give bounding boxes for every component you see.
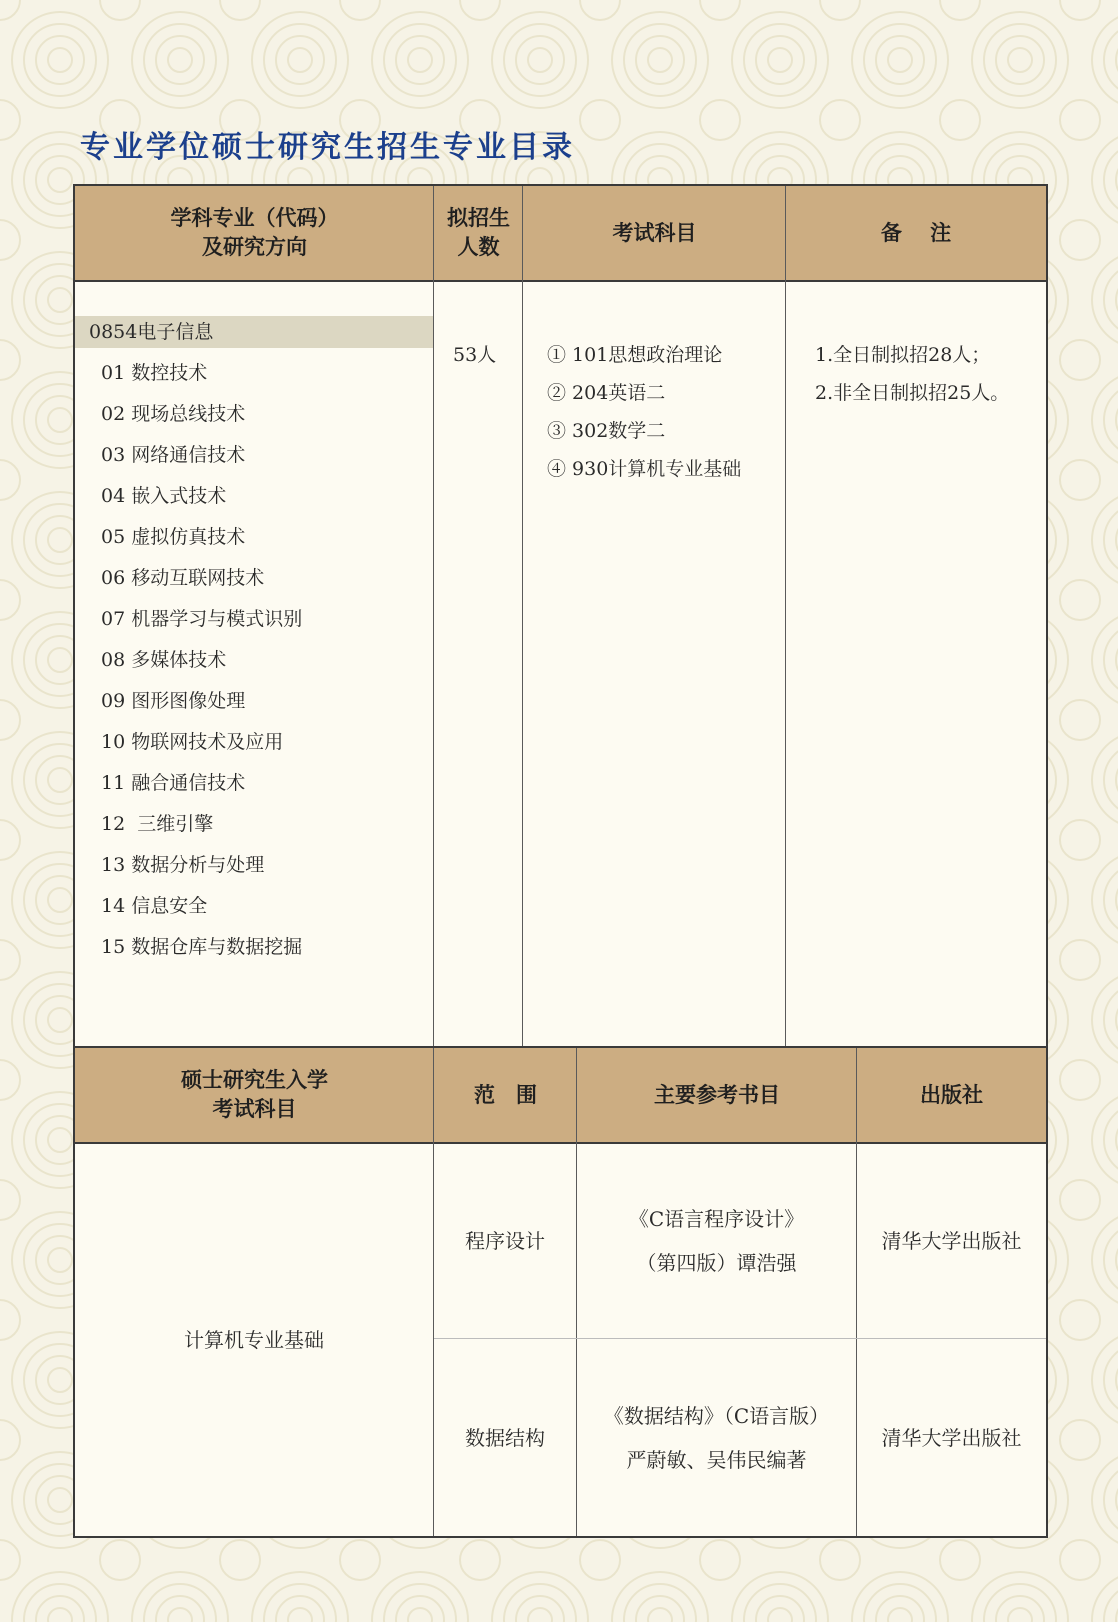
quota-value: 53人 [453,344,497,366]
major-catalog-table [73,184,1048,1048]
list-item: 06 移动互联网技术 [101,567,265,589]
header-books: 主要参考书目 [577,1048,857,1144]
list-item: 14 信息安全 [101,895,208,917]
list-item: 11 融合通信技术 [101,772,246,794]
list-item: 2.非全日制拟招25人。 [815,382,1010,404]
list-item: 08 多媒体技术 [101,649,227,671]
header-notes: 备 注 [786,186,1046,282]
list-item: 01 数控技术 [101,362,208,384]
book-title: 《C语言程序设计》 [628,1207,805,1231]
list-item: 1.全日制拟招28人； [815,344,991,366]
list-item: 02 现场总线技术 [101,403,246,425]
list-item: 07 机器学习与模式识别 [101,608,303,630]
list-item: ① 101思想政治理论 [547,344,723,366]
list-item: 05 虚拟仿真技术 [101,526,246,548]
column-divider [522,186,523,1046]
list-item: ④ 930计算机专业基础 [547,458,742,480]
reference-books-table [73,1046,1048,1538]
column-divider [785,186,786,1046]
list-item: ② 204英语二 [547,382,666,404]
header-scope: 范 围 [434,1048,577,1144]
publisher-cell: 清华大学出版社 [881,1425,1022,1450]
header-publisher: 出版社 [857,1048,1046,1144]
major-name: 0854电子信息 [75,316,433,348]
research-direction-list [101,356,302,971]
column-divider [433,186,434,1046]
header-exam-subject: 硕士研究生入学 考试科目 [75,1048,434,1144]
exam-subject-list [547,338,741,490]
scope-cell: 程序设计 [465,1229,545,1253]
book-author: 严蔚敏、吴伟民编著 [626,1447,807,1472]
exam-subject-name: 计算机专业基础 [184,1328,324,1352]
header-major: 学科专业（代码） 及研究方向 [75,186,434,282]
list-item: 13 数据分析与处理 [101,854,265,876]
scope-cell: 数据结构 [465,1425,545,1450]
book-cell [577,1144,856,1338]
list-item: 03 网络通信技术 [101,444,246,466]
book-title: 《数据结构》（C语言版） [603,1403,830,1428]
list-item: 12 三维引擎 [101,813,214,835]
list-item: 09 图形图像处理 [101,690,246,712]
list-item: 15 数据仓库与数据挖掘 [101,936,303,958]
page-title: 专业学位硕士研究生招生专业目录 [80,130,575,165]
publisher-cell: 清华大学出版社 [881,1229,1022,1253]
header-subjects: 考试科目 [523,186,786,282]
list-item: 10 物联网技术及应用 [101,731,284,753]
book-author: （第四版）谭浩强 [636,1251,797,1275]
notes-list [815,338,1009,414]
list-item: 04 嵌入式技术 [101,485,227,507]
book-cell [577,1339,856,1536]
list-item: ③ 302数学二 [547,420,666,442]
header-quota: 拟招生 人数 [434,186,523,282]
